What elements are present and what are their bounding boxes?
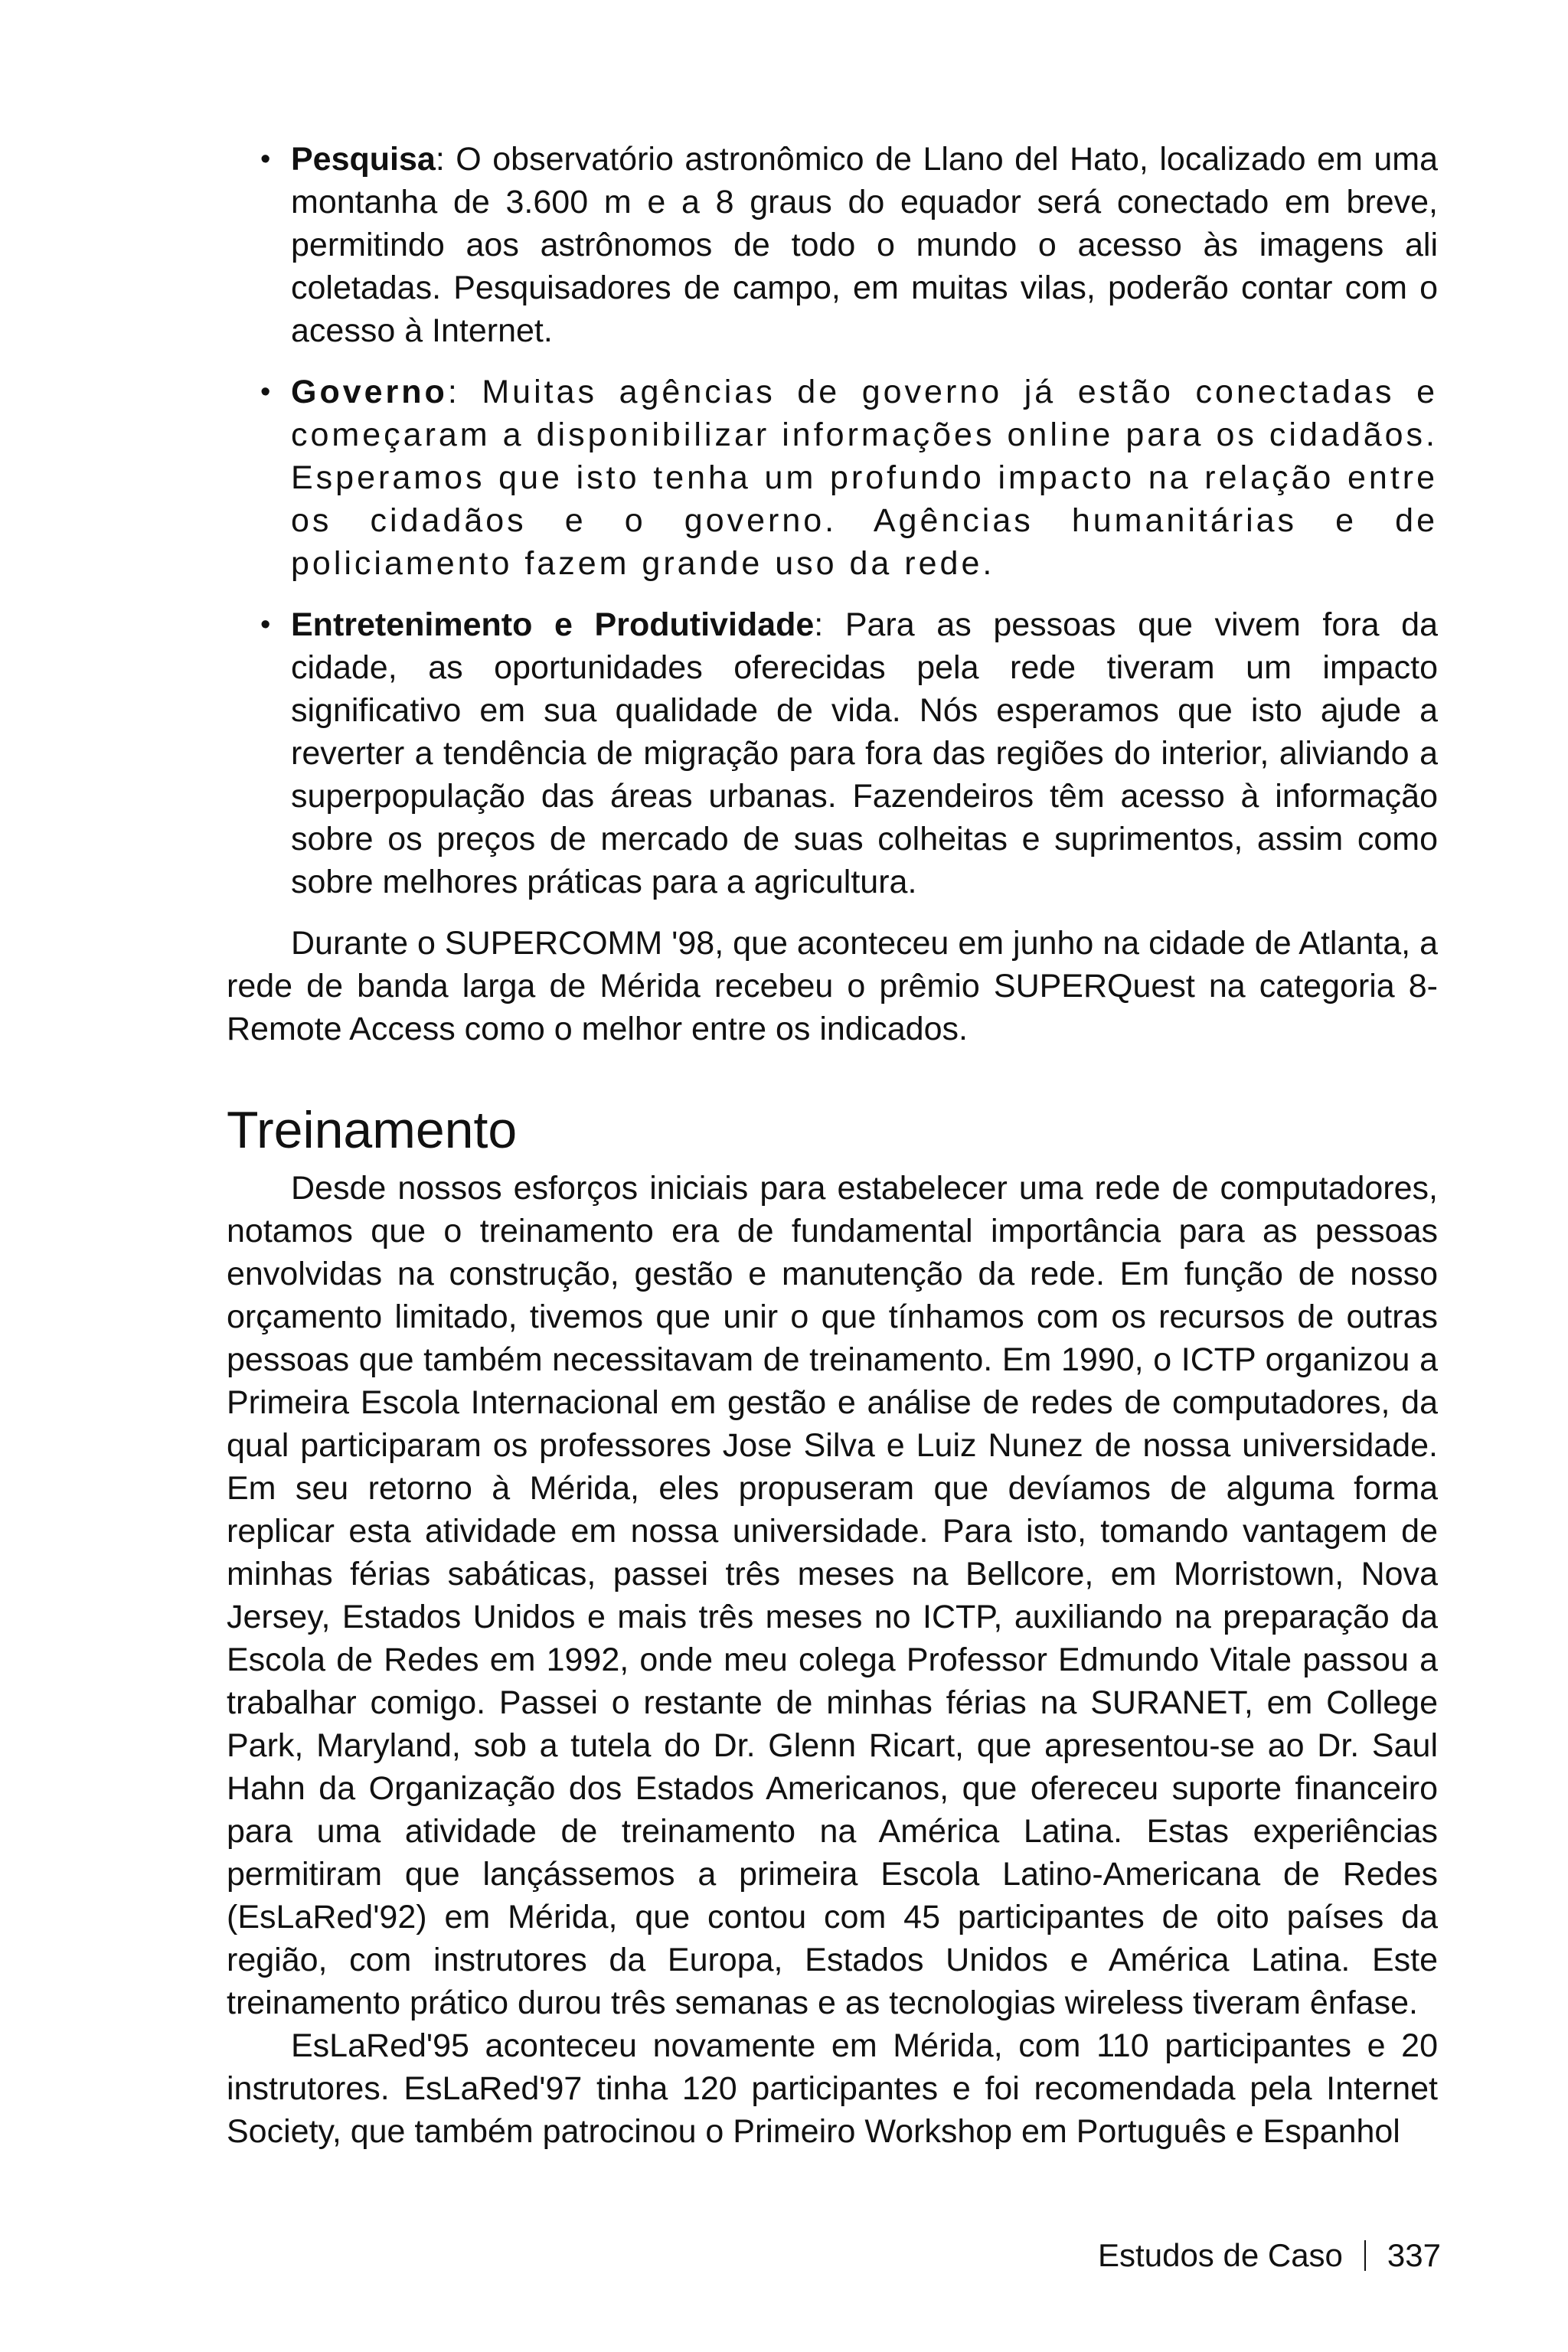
bullet-text: : Muitas agências de governo já estão conectadas e começaram a disponibilizar informações online para os cidadãos. Esperamos que isto tenha um profundo impacto na relação entre os cidadãos e o governo. Agências humanitárias e de policiamento fazem grande uso da rede.: [291, 374, 1438, 582]
footer-divider: [1364, 2240, 1366, 2271]
page-number: 337: [1387, 2237, 1441, 2273]
bullet-term: Governo: [291, 374, 448, 410]
bullet-dot-icon: •: [260, 376, 274, 408]
section-heading: Treinamento: [227, 1101, 518, 1159]
bullet-term: Pesquisa: [291, 141, 436, 178]
page-footer: [1098, 2234, 1441, 2277]
bullet-item-pesquisa: [227, 138, 1438, 352]
bullet-item-entretenimento: [227, 603, 1438, 903]
bullet-item-governo: [227, 371, 1438, 585]
supercomm-paragraph: Durante o SUPERCOMM '98, que aconteceu em junho na cidade de Atlanta, a rede de banda larga de Mérida recebeu o prêmio SUPERQuest na categoria 8-Remote Access como o melhor entre os indicados.: [227, 925, 1438, 1047]
bullet-dot-icon: •: [260, 609, 271, 641]
training-paragraph-1: Desde nossos esforços iniciais para estabelecer uma rede de computadores, notamos que o treinamento era de fundamental importância para as pessoas envolvidas na construção, gestão e manutenção da rede. Em função de nosso orçamento limitado, tivemos que unir o que tínhamos com os recursos de outras pessoas que também necessitavam de treinamento. Em 1990, o ICTP organizou a Primeira Escola Internacional em gestão e análise de redes de computadores, da qual participaram os professores Jose Silva e Luiz Nunez de nossa universidade. Em seu retorno à Mérida, eles propuseram que devíamos de alguma forma replicar esta atividade em nossa universidade. Para isto, tomando vantagem de minhas férias sabáticas, passei três meses na Bellcore, em Morristown, Nova Jersey, Estados Unidos e mais três meses no ICTP, auxiliando na preparação da Escola de Redes em 1992, onde meu colega Professor Edmundo Vitale passou a trabalhar comigo. Passei o restante de minhas férias na SURANET, em College Park, Maryland, sob a tutela do Dr. Glenn Ricart, que apresentou-se ao Dr. Saul Hahn da Organização dos Estados Americanos, que ofereceu suporte financeiro para uma atividade de treinamento na América Latina. Estas experiências permitiram que lançássemos a primeira Escola Latino-Americana de Redes (EsLaRed'92) em Mérida, que contou com 45 participantes de oito países da região, com instrutores da Europa, Estados Unidos e América Latina. Este treinamento prático durou três semanas e as tecnologias wireless tiveram ênfase.: [227, 1170, 1438, 2021]
bullet-list: [227, 138, 1438, 903]
page-content: [227, 138, 1438, 2153]
bullet-dot-icon: •: [260, 143, 271, 175]
footer-chapter-title: Estudos de Caso: [1098, 2237, 1343, 2273]
bullet-text: : O observatório astronômico de Llano del Hato, localizado em uma montanha de 3.600 m e a 8 graus do equador será conectado em breve, permitindo aos astrônomos de todo o mundo o acesso às imagens ali coletadas. Pesquisadores de campo, em muitas vilas, poderão contar com o acesso à Internet.: [291, 141, 1438, 349]
training-paragraph-2: EsLaRed'95 aconteceu novamente em Mérida, com 110 participantes e 20 instrutores. EsLaRed'97 tinha 120 participantes e foi recomendada pela Internet Society, que também patrocinou o Primeiro Workshop em Português e Espanhol: [227, 2027, 1438, 2150]
bullet-term: Entretenimento e Produtividade: [291, 606, 815, 643]
bullet-text: : Para as pessoas que vivem fora da cidade, as oportunidades oferecidas pela rede tiveram um impacto significativo em sua qualidade de vida. Nós esperamos que isto ajude a reverter a tendência de migração para fora das regiões do interior, aliviando a superpopulação das áreas urbanas. Fazendeiros têm acesso à informação sobre os preços de mercado de suas colheitas e suprimentos, assim como sobre melhores práticas para a agricultura.: [291, 606, 1438, 900]
